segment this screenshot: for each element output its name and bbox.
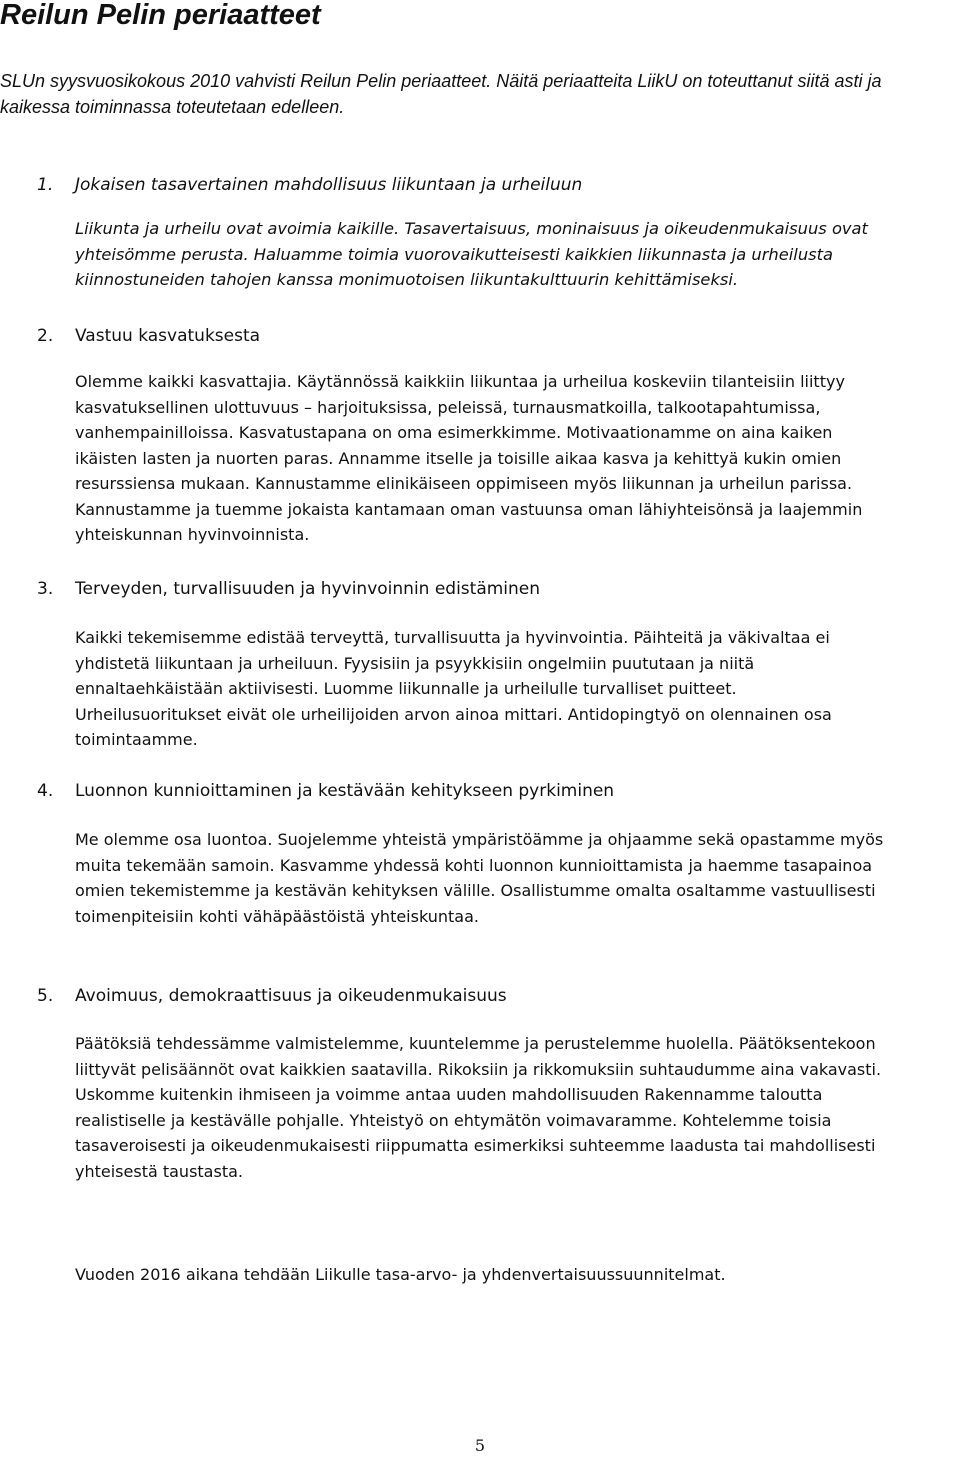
section-heading	[0, 983, 960, 1009]
section-title: Luonnon kunnioittaminen ja kestävään kehitykseen pyrkiminen	[75, 781, 615, 801]
section-title: Terveyden, turvallisuuden ja hyvinvoinnin edistäminen	[75, 579, 541, 599]
page-title: Reilun Pelin periaatteet	[0, 0, 321, 31]
section-body: Kaikki tekemisemme edistää terveyttä, turvallisuutta ja hyvinvointia. Päihteitä ja väkivaltaa ei yhdistetä liikuntaan ja urheiluun. Fyysisiin ja psyykkisiin ongelmiin puututaan ja niitä ennaltaehkäistään aktiivisesti. Luomme liikunnalle ja urheilulle turvalliset puitteet. Urheilusuoritukset eivät ole urheilijoiden arvon ainoa mittari. Antidopingtyö on olennainen osa toimintaamme.	[75, 628, 832, 749]
section-number: 4.	[37, 781, 54, 801]
section-number: 2.	[37, 326, 54, 346]
section-1	[0, 172, 960, 293]
section-body: Liikunta ja urheilu ovat avoimia kaikille. Tasavertaisuus, moninaisuus ja oikeudenmukaisuus ovat yhteisömme perusta. Haluamme toimia vuorovaikutteisesti kaikkien liikunnasta ja urheilusta kiinnostuneiden tahojen kanssa monimuotoisen liikuntakulttuurin kehittämiseksi.	[75, 219, 868, 289]
section-2	[0, 323, 960, 548]
section-heading	[0, 778, 960, 804]
section-5	[0, 983, 960, 1184]
section-number: 3.	[37, 579, 54, 599]
section-4	[0, 778, 960, 929]
section-body: Päätöksiä tehdessämme valmistelemme, kuuntelemme ja perustelemme huolella. Päätöksentekoon liittyvät pelisäännöt ovat kaikkien saatavilla. Rikoksiin ja rikkomuksiin suhtaudumme aina vakavasti. Uskomme kuitenkin ihmiseen ja voimme antaa uuden mahdollisuuden Rakennamme taloutta realistiselle ja kestävälle pohjalle. Yhteistyö on ehtymätön voimavaramme. Kohtelemme toisia tasaveroisesti ja oikeudenmukaisesti riippumatta esimerkiksi suhteemme laadusta tai mahdollisesti yhteisestä taustasta.	[75, 1034, 882, 1181]
section-body: Olemme kaikki kasvattajia. Käytännössä kaikkiin liikuntaa ja urheilua koskeviin tilanteisiin liittyy kasvatuksellinen ulottuvuus – harjoituksissa, peleissä, turnausmatkoilla, talkootapahtumissa, vanhempainilloissa. Kasvatustapana on oma esimerkkimme. Motivaationamme on aina kaiken ikäisten lasten ja nuorten paras. Annamme itselle ja toisille aikaa kasva ja kehittyä kukin omien resurssiensa mukaan. Kannustamme elinikäiseen oppimiseen myös liikunnan ja urheilun parissa. Kannustamme ja tuemme jokaista kantamaan oman vastuunsa oman lähiyhteisönsä ja laajemmin yhteiskunnan hyvinvoinnista.	[75, 372, 863, 544]
section-body: Me olemme osa luontoa. Suojelemme yhteistä ympäristöämme ja ohjaamme sekä opastamme myös muita tekemään samoin. Kasvamme yhdessä kohti luonnon kunnioittamista ja haemme tasapainoa omien tekemistemme ja kestävän kehityksen välille. Osallistumme omalta osaltamme vastuullisesti toimenpiteisiin kohti vähäpäästöistä yhteiskuntaa.	[75, 830, 884, 926]
page-number: 5	[474, 1436, 486, 1455]
section-heading	[0, 576, 960, 602]
section-3	[0, 576, 960, 753]
section-heading	[0, 323, 960, 349]
section-title: Avoimuus, demokraattisuus ja oikeudenmukaisuus	[75, 986, 507, 1006]
closing-note: Vuoden 2016 aikana tehdään Liikulle tasa-arvo- ja yhdenvertaisuussuunnitelmat.	[75, 1265, 726, 1284]
section-number: 1.	[37, 175, 54, 195]
section-number: 5.	[37, 986, 54, 1006]
section-title: Jokaisen tasavertainen mahdollisuus liikuntaan ja urheiluun	[75, 175, 583, 195]
section-title: Vastuu kasvatuksesta	[75, 326, 261, 346]
section-heading	[0, 172, 960, 198]
intro-paragraph: SLUn syysvuosikokous 2010 vahvisti Reilun Pelin periaatteet. Näitä periaatteita LiikU on toteuttanut siitä asti ja kaikessa toiminnassa toteutetaan edelleen.	[0, 71, 882, 117]
